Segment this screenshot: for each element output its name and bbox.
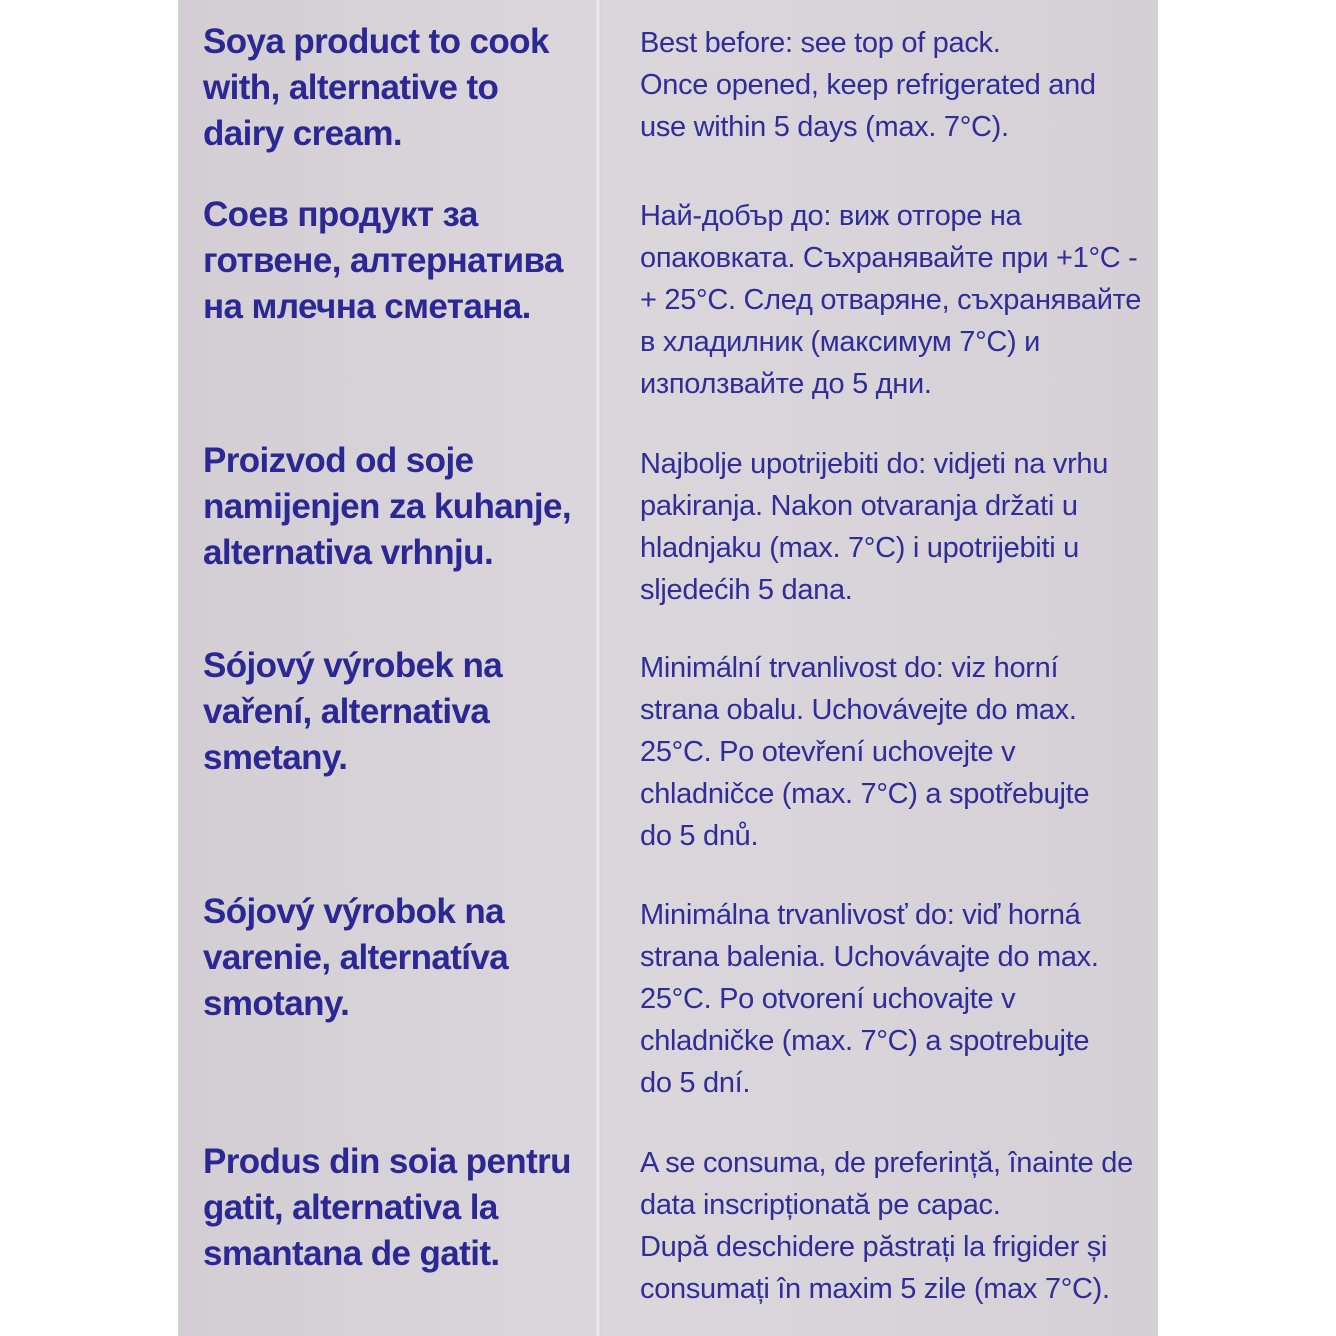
- text-line: chladničke (max. 7°C) a spotrebujte: [640, 1025, 1090, 1057]
- text-line: După deschidere păstrați la frigider și: [640, 1231, 1108, 1263]
- text-line: hladnjaku (max. 7°C) i upotrijebiti u: [640, 532, 1079, 564]
- text-line: Най-добър до: виж отгоре на: [640, 200, 1022, 232]
- text-line: with, alternative to: [203, 68, 499, 107]
- text-line: Once opened, keep refrigerated and: [640, 69, 1096, 101]
- text-line: + 25°C. След отваряне, съхранявайте: [640, 284, 1142, 316]
- storage-ro: [640, 1142, 1150, 1310]
- text-line: consumați în maxim 5 zile (max 7°C).: [640, 1273, 1110, 1305]
- product-name-sk: [203, 889, 588, 1027]
- storage-cz: [640, 647, 1150, 857]
- text-line: vaření, alternativa: [203, 692, 490, 731]
- text-line: опаковката. Съхранявайте при +1°C -: [640, 242, 1138, 274]
- storage-en: [640, 22, 1150, 148]
- product-name-bg: [203, 192, 588, 330]
- text-line: в хладилник (максимум 7°C) и: [640, 326, 1041, 358]
- text-line: sljedećih 5 dana.: [640, 574, 853, 606]
- text-line: Sójový výrobek na: [203, 646, 503, 685]
- text-line: Соев продукт за: [203, 195, 478, 234]
- text-line: smetany.: [203, 738, 348, 777]
- text-line: Best before: see top of pack.: [640, 27, 1001, 59]
- text-line: alternativa vrhnju.: [203, 533, 494, 572]
- text-line: използвайте до 5 дни.: [640, 368, 932, 400]
- text-line: готвене, алтернатива: [203, 241, 563, 280]
- text-line: dairy cream.: [203, 114, 403, 153]
- text-line: Soya product to cook: [203, 22, 549, 61]
- text-line: smantana de gatit.: [203, 1234, 500, 1273]
- text-line: Minimálna trvanlivosť do: viď horná: [640, 899, 1081, 931]
- text-line: Najbolje upotrijebiti do: vidjeti na vrhu: [640, 448, 1109, 480]
- product-name-en: [203, 19, 588, 157]
- text-line: на млечна сметана.: [203, 287, 531, 326]
- carton-fold-line: [595, 0, 601, 1336]
- text-line: strana balenia. Uchovávajte do max.: [640, 941, 1099, 973]
- text-line: use within 5 days (max. 7°C).: [640, 111, 1009, 143]
- storage-bg: [640, 195, 1150, 405]
- text-line: do 5 dní.: [640, 1067, 751, 1099]
- text-line: 25°C. Po otevření uchovejte v: [640, 736, 1016, 768]
- text-line: pakiranja. Nakon otvaranja držati u: [640, 490, 1078, 522]
- text-line: do 5 dnů.: [640, 820, 759, 852]
- storage-hr: [640, 443, 1150, 611]
- text-line: chladničce (max. 7°C) a spotřebujte: [640, 778, 1090, 810]
- product-name-ro: [203, 1139, 588, 1277]
- storage-sk: [640, 894, 1150, 1104]
- storage-instructions-column: [640, 0, 1150, 1336]
- text-line: Proizvod od soje: [203, 441, 474, 480]
- text-line: strana obalu. Uchovávejte do max.: [640, 694, 1077, 726]
- text-line: Minimální trvanlivost do: viz horní: [640, 652, 1059, 684]
- product-name-hr: [203, 438, 588, 576]
- text-line: namijenjen za kuhanje,: [203, 487, 572, 526]
- product-name-column: [203, 0, 588, 1336]
- text-line: data inscripționată pe capac.: [640, 1189, 1001, 1221]
- text-line: A se consuma, de preferință, înainte de: [640, 1147, 1133, 1179]
- text-line: Sójový výrobok na: [203, 892, 505, 931]
- text-line: 25°C. Po otvorení uchovajte v: [640, 983, 1016, 1015]
- text-line: Produs din soia pentru: [203, 1142, 571, 1181]
- text-line: gatit, alternativa la: [203, 1188, 498, 1227]
- text-line: varenie, alternatíva: [203, 938, 509, 977]
- text-line: smotany.: [203, 984, 350, 1023]
- product-name-cz: [203, 643, 588, 781]
